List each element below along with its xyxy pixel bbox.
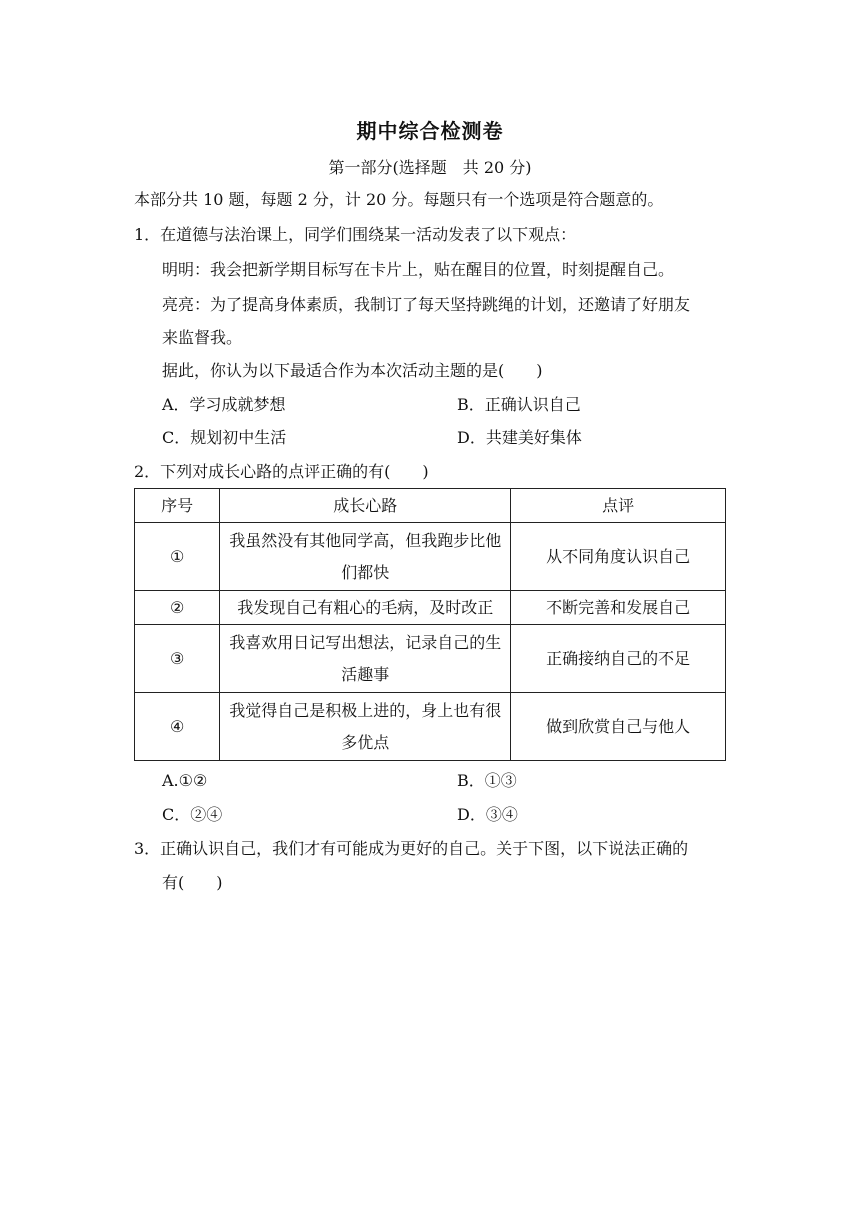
q1-viewpoint-mingming: 明明：我会把新学期目标写在卡片上，贴在醒目的位置，时刻提醒自己。 [162,260,675,279]
q1-stem: 1．在道德与法治课上，同学们围绕某一活动发表了以下观点： [134,225,577,244]
table-row [135,625,726,693]
table-cell-number: ④ [135,693,220,761]
table-header-comment: 点评 [511,489,726,523]
q2-stem: 2．下列对成长心路的点评正确的有( ) [134,462,429,481]
q1-option-a: A．学习成就梦想 [162,395,286,414]
exam-title: 期中综合检测卷 [356,119,504,143]
q2-option-c: C．②④ [162,805,223,824]
q1-question: 据此，你认为以下最适合作为本次活动主题的是( ) [162,361,543,380]
q2-option-d: D．③④ [457,805,518,824]
table-cell-path: 我发现自己有粗心的毛病，及时改正 [220,591,511,625]
table-row [135,693,726,761]
q1-viewpoint-liangliang: 亮亮：为了提高身体素质，我制订了每天坚持跳绳的计划，还邀请了好朋友 [162,295,691,314]
q2-option-b: B．①③ [457,771,517,790]
table-cell-number: ① [135,523,220,591]
table-header-number: 序号 [135,489,220,523]
table-cell-path: 我喜欢用日记写出想法，记录自己的生活趣事 [220,625,511,693]
table-cell-comment: 正确接纳自己的不足 [511,625,726,693]
table-cell-number: ② [135,591,220,625]
table-header-row [135,489,726,523]
q1-option-c: C．规划初中生活 [162,428,287,447]
q3-stem: 3．正确认识自己，我们才有可能成为更好的自己。关于下图，以下说法正确的 [134,839,689,858]
instructions: 本部分共 10 题，每题 2 分，计 20 分。每题只有一个选项是符合题意的。 [134,190,664,209]
table-cell-path: 我虽然没有其他同学高，但我跑步比他们都快 [220,523,511,591]
table-cell-path: 我觉得自己是积极上进的，身上也有很多优点 [220,693,511,761]
table-cell-number: ③ [135,625,220,693]
table-cell-comment: 从不同角度认识自己 [511,523,726,591]
table-cell-comment: 做到欣赏自己与他人 [511,693,726,761]
table-row [135,523,726,591]
q1-option-d: D．共建美好集体 [457,428,582,447]
table-row [135,591,726,625]
table-header-path: 成长心路 [220,489,511,523]
part-header: 第一部分(选择题 共 20 分) [328,158,532,177]
q1-viewpoint-liangliang-cont: 来监督我。 [162,328,243,347]
table-cell-comment: 不断完善和发展自己 [511,591,726,625]
q2-option-a: A.①② [162,771,208,790]
growth-path-table [134,488,726,761]
q3-stem-cont: 有( ) [162,873,223,892]
q1-option-b: B．正确认识自己 [457,395,581,414]
